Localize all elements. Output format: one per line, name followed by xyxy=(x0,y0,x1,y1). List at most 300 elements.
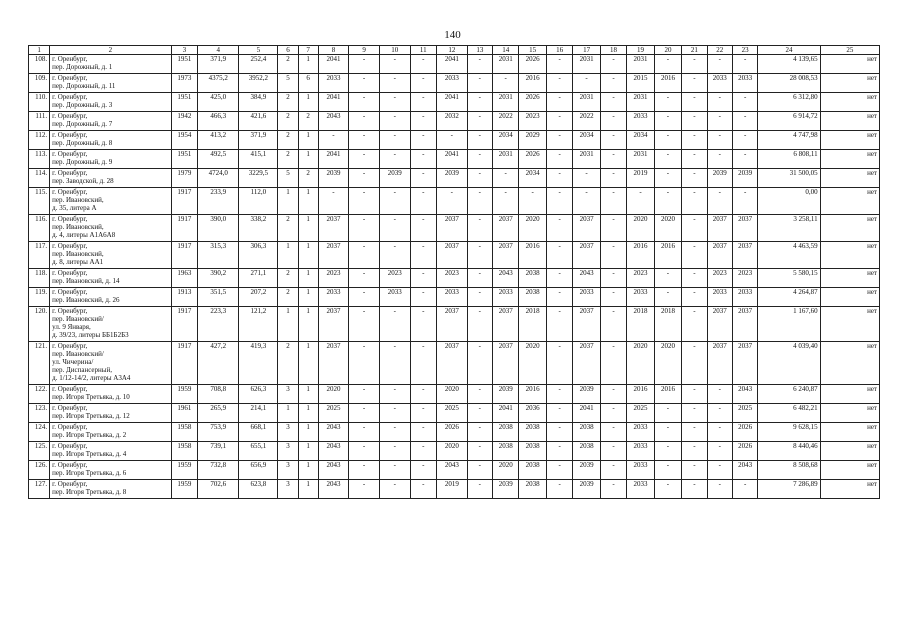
cell-col-23: 2023 xyxy=(732,269,757,288)
cell-col-24: 6 914,72 xyxy=(758,112,820,131)
address-line: д. 8, литеры АА1 xyxy=(52,258,104,266)
address-line: д. 4, литеры А1А6А8 xyxy=(52,231,116,239)
table-row xyxy=(29,150,880,169)
cell-col-24: 6 240,87 xyxy=(758,385,820,404)
cell-col-15: 2026 xyxy=(519,93,546,112)
cell-col-3: 1961 xyxy=(171,404,197,423)
cell-col-11: - xyxy=(410,288,436,307)
address-cell xyxy=(50,55,172,74)
cell-col-15: 2018 xyxy=(519,307,546,342)
cell-col-13: - xyxy=(467,188,492,215)
cell-col-5: 419,3 xyxy=(239,342,278,385)
cell-col-6: 1 xyxy=(278,307,298,342)
cell-col-18: - xyxy=(600,423,626,442)
table-row xyxy=(29,242,880,269)
cell-col-5: 207,2 xyxy=(239,288,278,307)
cell-col-12: 2039 xyxy=(437,169,468,188)
cell-col-15: 2023 xyxy=(519,112,546,131)
cell-col-6: 2 xyxy=(278,342,298,385)
cell-col-13: - xyxy=(467,385,492,404)
cell-col-20: 2020 xyxy=(654,215,681,242)
address-cell xyxy=(50,269,172,288)
cell-col-8: 2037 xyxy=(318,215,349,242)
cell-col-13: - xyxy=(467,93,492,112)
cell-col-21: - xyxy=(682,242,707,269)
cell-col-23: - xyxy=(732,112,757,131)
cell-col-8: 2023 xyxy=(318,269,349,288)
address-line: пер. Дорожный, д. 9 xyxy=(52,158,113,166)
cell-col-25: нет xyxy=(820,480,879,499)
cell-col-19: 2033 xyxy=(627,442,654,461)
column-header-13: 13 xyxy=(467,46,492,55)
cell-col-22: - xyxy=(707,150,732,169)
cell-col-25: нет xyxy=(820,93,879,112)
cell-col-24: 8 440,46 xyxy=(758,442,820,461)
address-line: г. Оренбург, xyxy=(52,55,88,63)
cell-col-17: - xyxy=(573,74,600,93)
cell-col-12: 2041 xyxy=(437,55,468,74)
address-line: пер. Дорожный, д. 1 xyxy=(52,63,113,71)
cell-col-5: 421,6 xyxy=(239,112,278,131)
cell-col-23: 2037 xyxy=(732,215,757,242)
cell-col-12: 2026 xyxy=(437,423,468,442)
cell-col-7: 1 xyxy=(298,269,318,288)
column-header-5: 5 xyxy=(239,46,278,55)
cell-col-16: - xyxy=(546,93,572,112)
cell-col-10: - xyxy=(379,93,410,112)
cell-col-25: нет xyxy=(820,423,879,442)
cell-col-7: 1 xyxy=(298,480,318,499)
cell-col-21: - xyxy=(682,269,707,288)
cell-col-21: - xyxy=(682,131,707,150)
cell-col-15: 2034 xyxy=(519,169,546,188)
address-cell xyxy=(50,215,172,242)
cell-col-21: - xyxy=(682,423,707,442)
cell-col-25: нет xyxy=(820,215,879,242)
cell-col-18: - xyxy=(600,442,626,461)
cell-col-25: нет xyxy=(820,404,879,423)
cell-col-13: - xyxy=(467,288,492,307)
cell-col-15: 2020 xyxy=(519,342,546,385)
cell-col-6: 2 xyxy=(278,55,298,74)
cell-col-16: - xyxy=(546,461,572,480)
cell-col-8: 2037 xyxy=(318,242,349,269)
cell-col-22: 2037 xyxy=(707,307,732,342)
cell-col-11: - xyxy=(410,307,436,342)
cell-col-17: 2022 xyxy=(573,112,600,131)
cell-col-13: - xyxy=(467,242,492,269)
cell-col-21: - xyxy=(682,74,707,93)
cell-col-21: - xyxy=(682,215,707,242)
cell-col-3: 1959 xyxy=(171,461,197,480)
cell-col-22: - xyxy=(707,112,732,131)
cell-col-15: 2038 xyxy=(519,461,546,480)
cell-col-4: 265,9 xyxy=(198,404,239,423)
table-row xyxy=(29,342,880,385)
cell-col-15: 2016 xyxy=(519,385,546,404)
cell-col-12: 2025 xyxy=(437,404,468,423)
cell-col-10: - xyxy=(379,307,410,342)
cell-col-15: - xyxy=(519,188,546,215)
cell-col-10: - xyxy=(379,480,410,499)
cell-col-6: 3 xyxy=(278,461,298,480)
cell-col-5: 252,4 xyxy=(239,55,278,74)
cell-col-5: 415,1 xyxy=(239,150,278,169)
cell-col-21: - xyxy=(682,442,707,461)
cell-col-4: 371,9 xyxy=(198,55,239,74)
cell-col-20: - xyxy=(654,404,681,423)
cell-col-16: - xyxy=(546,150,572,169)
cell-col-16: - xyxy=(546,385,572,404)
cell-col-19: 2020 xyxy=(627,215,654,242)
cell-col-16: - xyxy=(546,288,572,307)
cell-col-10: 2039 xyxy=(379,169,410,188)
address-line: д. 39/23, литеры ББ1Б2Б3 xyxy=(52,331,129,339)
cell-col-19: 2031 xyxy=(627,150,654,169)
cell-col-15: 2016 xyxy=(519,242,546,269)
cell-col-16: - xyxy=(546,74,572,93)
cell-col-20: 2016 xyxy=(654,74,681,93)
cell-col-12: 2019 xyxy=(437,480,468,499)
address-cell xyxy=(50,480,172,499)
column-header-19: 19 xyxy=(627,46,654,55)
cell-col-4: 390,0 xyxy=(198,215,239,242)
cell-col-12: 2020 xyxy=(437,385,468,404)
cell-col-20: - xyxy=(654,169,681,188)
cell-col-23: - xyxy=(732,150,757,169)
cell-col-14: 2041 xyxy=(493,404,519,423)
address-line: пер. Игоря Третьяка, д. 4 xyxy=(52,450,127,458)
cell-col-3: 1963 xyxy=(171,269,197,288)
cell-col-6: 3 xyxy=(278,480,298,499)
cell-col-3: 1942 xyxy=(171,112,197,131)
cell-col-19: - xyxy=(627,188,654,215)
table-row xyxy=(29,385,880,404)
cell-col-17: 2043 xyxy=(573,269,600,288)
column-header-15: 15 xyxy=(519,46,546,55)
cell-col-16: - xyxy=(546,55,572,74)
cell-col-12: - xyxy=(437,188,468,215)
cell-col-12: 2037 xyxy=(437,242,468,269)
address-line: пер. Дорожный, д. 11 xyxy=(52,82,116,90)
cell-col-8: 2043 xyxy=(318,480,349,499)
cell-col-8: 2039 xyxy=(318,169,349,188)
cell-col-4: 413,2 xyxy=(198,131,239,150)
cell-col-14: 2031 xyxy=(493,150,519,169)
address-line: д. 35, литера А xyxy=(52,204,97,212)
cell-col-7: 1 xyxy=(298,288,318,307)
cell-col-13: - xyxy=(467,74,492,93)
cell-col-6: 2 xyxy=(278,215,298,242)
cell-col-23: - xyxy=(732,131,757,150)
address-line: г. Оренбург, xyxy=(52,461,88,469)
cell-col-13: - xyxy=(467,150,492,169)
cell-col-24: 4 747,98 xyxy=(758,131,820,150)
cell-col-21: - xyxy=(682,93,707,112)
cell-col-17: 2031 xyxy=(573,93,600,112)
cell-col-18: - xyxy=(600,288,626,307)
cell-col-12: 2037 xyxy=(437,215,468,242)
cell-col-25: нет xyxy=(820,342,879,385)
cell-col-22: 2037 xyxy=(707,342,732,385)
cell-col-7: 1 xyxy=(298,93,318,112)
cell-col-14: 2020 xyxy=(493,461,519,480)
row-number: 121. xyxy=(29,342,50,385)
cell-col-22: 2039 xyxy=(707,169,732,188)
column-number-header xyxy=(29,46,880,55)
table-row xyxy=(29,74,880,93)
cell-col-9: - xyxy=(349,423,380,442)
row-number: 122. xyxy=(29,385,50,404)
cell-col-17: 2039 xyxy=(573,385,600,404)
cell-col-24: 6 482,21 xyxy=(758,404,820,423)
column-header-23: 23 xyxy=(732,46,757,55)
cell-col-23: - xyxy=(732,93,757,112)
cell-col-8: 2043 xyxy=(318,423,349,442)
cell-col-4: 4375,2 xyxy=(198,74,239,93)
cell-col-9: - xyxy=(349,480,380,499)
cell-col-16: - xyxy=(546,480,572,499)
cell-col-14: 2022 xyxy=(493,112,519,131)
cell-col-21: - xyxy=(682,112,707,131)
cell-col-22: 2033 xyxy=(707,74,732,93)
housing-registry-table xyxy=(28,45,880,499)
cell-col-22: 2037 xyxy=(707,215,732,242)
cell-col-24: 31 500,05 xyxy=(758,169,820,188)
cell-col-8: 2033 xyxy=(318,288,349,307)
cell-col-4: 753,9 xyxy=(198,423,239,442)
cell-col-6: 5 xyxy=(278,74,298,93)
address-line: г. Оренбург, xyxy=(52,288,88,296)
cell-col-17: 2033 xyxy=(573,288,600,307)
cell-col-12: 2033 xyxy=(437,288,468,307)
cell-col-10: 2033 xyxy=(379,288,410,307)
table-body xyxy=(29,55,880,499)
cell-col-18: - xyxy=(600,242,626,269)
address-line: ул. Чичерина/ xyxy=(52,358,94,366)
cell-col-15: 2029 xyxy=(519,131,546,150)
cell-col-17: 2038 xyxy=(573,423,600,442)
column-header-3: 3 xyxy=(171,46,197,55)
cell-col-14: 2043 xyxy=(493,269,519,288)
cell-col-13: - xyxy=(467,112,492,131)
cell-col-3: 1917 xyxy=(171,188,197,215)
cell-col-9: - xyxy=(349,74,380,93)
cell-col-10: - xyxy=(379,112,410,131)
cell-col-8: 2025 xyxy=(318,404,349,423)
cell-col-4: 702,6 xyxy=(198,480,239,499)
cell-col-12: 2023 xyxy=(437,269,468,288)
cell-col-5: 214,1 xyxy=(239,404,278,423)
cell-col-18: - xyxy=(600,55,626,74)
cell-col-25: нет xyxy=(820,307,879,342)
address-line: пер. Игоря Третьяка, д. 10 xyxy=(52,393,130,401)
column-header-11: 11 xyxy=(410,46,436,55)
cell-col-7: 1 xyxy=(298,242,318,269)
cell-col-20: 2018 xyxy=(654,307,681,342)
address-line: пер. Диспансерный, xyxy=(52,366,112,374)
cell-col-14: 2033 xyxy=(493,288,519,307)
table-row xyxy=(29,480,880,499)
cell-col-17: 2037 xyxy=(573,242,600,269)
cell-col-19: 2016 xyxy=(627,242,654,269)
address-cell xyxy=(50,307,172,342)
cell-col-3: 1917 xyxy=(171,215,197,242)
row-number: 123. xyxy=(29,404,50,423)
cell-col-10: - xyxy=(379,131,410,150)
cell-col-14: - xyxy=(493,169,519,188)
cell-col-22: 2023 xyxy=(707,269,732,288)
cell-col-11: - xyxy=(410,188,436,215)
address-line: пер. Ивановский, xyxy=(52,223,104,231)
address-line: г. Оренбург, xyxy=(52,215,88,223)
cell-col-9: - xyxy=(349,269,380,288)
cell-col-9: - xyxy=(349,442,380,461)
cell-col-12: - xyxy=(437,131,468,150)
cell-col-23: 2037 xyxy=(732,307,757,342)
cell-col-9: - xyxy=(349,288,380,307)
cell-col-7: 2 xyxy=(298,112,318,131)
address-line: пер. Игоря Третьяка, д. 12 xyxy=(52,412,130,420)
cell-col-22: - xyxy=(707,480,732,499)
cell-col-12: 2043 xyxy=(437,461,468,480)
cell-col-21: - xyxy=(682,480,707,499)
address-cell xyxy=(50,242,172,269)
cell-col-24: 6 808,11 xyxy=(758,150,820,169)
cell-col-24: 3 258,11 xyxy=(758,215,820,242)
address-line: ул. 9 Января, xyxy=(52,323,91,331)
cell-col-3: 1917 xyxy=(171,307,197,342)
address-line: пер. Ивановский/ xyxy=(52,350,104,358)
cell-col-23: 2025 xyxy=(732,404,757,423)
row-number: 118. xyxy=(29,269,50,288)
cell-col-3: 1951 xyxy=(171,93,197,112)
cell-col-12: 2037 xyxy=(437,307,468,342)
cell-col-4: 390,2 xyxy=(198,269,239,288)
cell-col-3: 1951 xyxy=(171,55,197,74)
cell-col-25: нет xyxy=(820,288,879,307)
cell-col-15: 2038 xyxy=(519,269,546,288)
table-row xyxy=(29,269,880,288)
cell-col-19: 2018 xyxy=(627,307,654,342)
cell-col-11: - xyxy=(410,169,436,188)
address-cell xyxy=(50,169,172,188)
cell-col-14: 2039 xyxy=(493,385,519,404)
column-header-14: 14 xyxy=(493,46,519,55)
cell-col-18: - xyxy=(600,480,626,499)
cell-col-18: - xyxy=(600,112,626,131)
cell-col-16: - xyxy=(546,442,572,461)
cell-col-20: - xyxy=(654,423,681,442)
cell-col-25: нет xyxy=(820,150,879,169)
cell-col-4: 466,3 xyxy=(198,112,239,131)
cell-col-17: 2031 xyxy=(573,150,600,169)
cell-col-18: - xyxy=(600,307,626,342)
cell-col-23: - xyxy=(732,55,757,74)
cell-col-9: - xyxy=(349,215,380,242)
cell-col-19: 2031 xyxy=(627,55,654,74)
cell-col-25: нет xyxy=(820,461,879,480)
cell-col-13: - xyxy=(467,342,492,385)
cell-col-23: - xyxy=(732,188,757,215)
cell-col-11: - xyxy=(410,55,436,74)
cell-col-15: 2038 xyxy=(519,423,546,442)
cell-col-5: 623,8 xyxy=(239,480,278,499)
cell-col-6: 2 xyxy=(278,93,298,112)
address-cell xyxy=(50,423,172,442)
cell-col-12: 2037 xyxy=(437,342,468,385)
table-row xyxy=(29,169,880,188)
table-row xyxy=(29,93,880,112)
cell-col-16: - xyxy=(546,269,572,288)
cell-col-21: - xyxy=(682,169,707,188)
row-number: 116. xyxy=(29,215,50,242)
cell-col-6: 3 xyxy=(278,423,298,442)
address-cell xyxy=(50,385,172,404)
cell-col-16: - xyxy=(546,404,572,423)
cell-col-20: - xyxy=(654,93,681,112)
cell-col-20: 2016 xyxy=(654,385,681,404)
cell-col-20: - xyxy=(654,55,681,74)
cell-col-9: - xyxy=(349,188,380,215)
cell-col-20: 2016 xyxy=(654,242,681,269)
cell-col-5: 121,2 xyxy=(239,307,278,342)
column-header-12: 12 xyxy=(437,46,468,55)
cell-col-11: - xyxy=(410,423,436,442)
cell-col-10: - xyxy=(379,385,410,404)
cell-col-22: - xyxy=(707,404,732,423)
row-number: 110. xyxy=(29,93,50,112)
cell-col-13: - xyxy=(467,442,492,461)
cell-col-4: 233,9 xyxy=(198,188,239,215)
address-line: пер. Ивановский, xyxy=(52,196,104,204)
column-header-22: 22 xyxy=(707,46,732,55)
cell-col-11: - xyxy=(410,342,436,385)
cell-col-6: 5 xyxy=(278,169,298,188)
cell-col-25: нет xyxy=(820,242,879,269)
cell-col-19: 2025 xyxy=(627,404,654,423)
cell-col-23: 2037 xyxy=(732,342,757,385)
address-line: г. Оренбург, xyxy=(52,112,88,120)
cell-col-6: 3 xyxy=(278,442,298,461)
cell-col-10: - xyxy=(379,188,410,215)
cell-col-19: 2023 xyxy=(627,269,654,288)
cell-col-3: 1917 xyxy=(171,342,197,385)
cell-col-11: - xyxy=(410,269,436,288)
cell-col-20: - xyxy=(654,150,681,169)
cell-col-17: 2041 xyxy=(573,404,600,423)
address-line: пер. Ивановский, д. 14 xyxy=(52,277,120,285)
cell-col-6: 2 xyxy=(278,150,298,169)
cell-col-21: - xyxy=(682,188,707,215)
cell-col-14: 2037 xyxy=(493,307,519,342)
row-number: 113. xyxy=(29,150,50,169)
cell-col-13: - xyxy=(467,169,492,188)
address-line: пер. Дорожный, д. 8 xyxy=(52,139,113,147)
cell-col-19: 2015 xyxy=(627,74,654,93)
cell-col-18: - xyxy=(600,215,626,242)
cell-col-19: 2033 xyxy=(627,461,654,480)
address-line: г. Оренбург, xyxy=(52,93,88,101)
address-cell xyxy=(50,404,172,423)
cell-col-19: 2034 xyxy=(627,131,654,150)
cell-col-8: 2041 xyxy=(318,55,349,74)
cell-col-8: - xyxy=(318,131,349,150)
row-number: 109. xyxy=(29,74,50,93)
cell-col-3: 1958 xyxy=(171,442,197,461)
cell-col-21: - xyxy=(682,385,707,404)
cell-col-17: 2037 xyxy=(573,215,600,242)
